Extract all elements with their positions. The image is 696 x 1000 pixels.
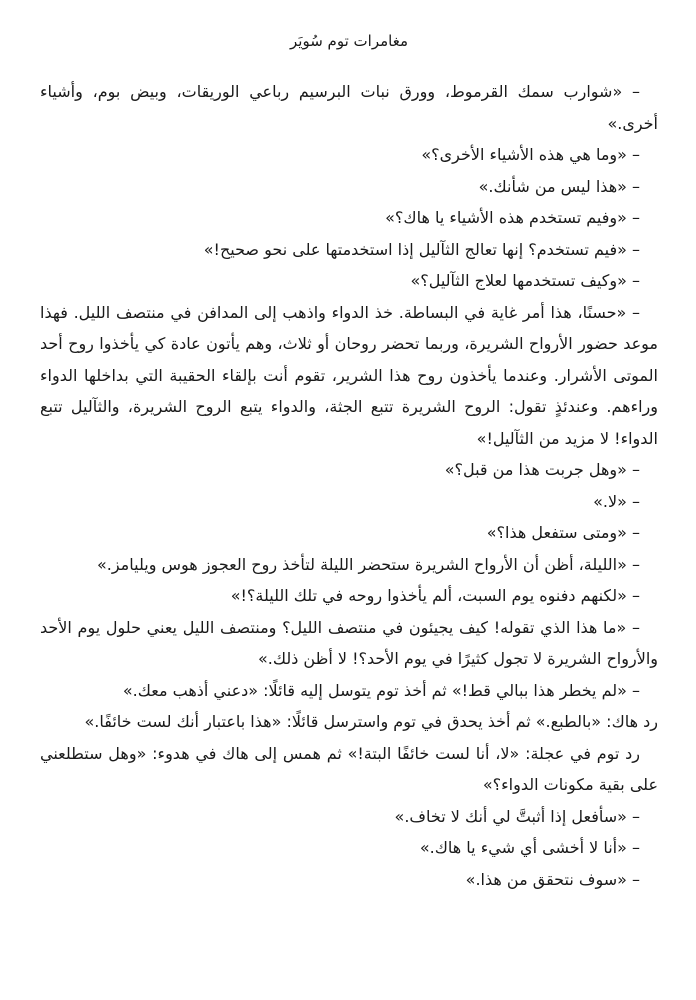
paragraph: – «ومتى ستفعل هذا؟»: [486, 523, 640, 542]
book-page: [40, 30, 658, 990]
paragraph: – «شوارب سمك القرموط، وورق نبات البرسيم رباعي الوريقات، وبيض بوم، وأشياء أخرى.»: [40, 82, 658, 133]
paragraph: – «وما هي هذه الأشياء الأخرى؟»: [421, 145, 640, 164]
paragraph: – «الليلة، أظن أن الأرواح الشريرة ستحضر الليلة لتأخذ روح العجوز هوس ويليامز.»: [96, 554, 640, 574]
paragraph: – «فيم تستخدم؟ إنها تعالج الثآليل إذا استخدمتها على نحو صحيح!»: [203, 239, 640, 259]
paragraph: – «أنا لا أخشى أي شيء يا هاك.»: [419, 838, 640, 857]
paragraph: – «لكنهم دفنوه يوم السبت، ألم يأخذوا روحه في تلك الليلة؟!»: [230, 586, 640, 605]
paragraph: – «لا.»: [593, 491, 640, 511]
paragraph: – «سأفعل إذا أثبتَّ لي أنك لا تخاف.»: [394, 806, 640, 826]
paragraph: – «ما هذا الذي تقوله! كيف يجيئون في منتصف الليل؟ ومنتصف الليل يعني حلول يوم الأحد والأرواح الشريرة لا تجول كثيرًا في يوم الأحد؟! لا أظن ذلك.»: [40, 617, 658, 668]
paragraph: – «وهل جربت هذا من قبل؟»: [444, 460, 640, 479]
paragraph: – «لم يخطر هذا ببالي قط!» ثم أخذ توم يتوسل إليه قائلًا: «دعني أذهب معك.»: [122, 680, 640, 700]
paragraph: – «وفيم تستخدم هذه الأشياء يا هاك؟»: [385, 208, 640, 227]
body-text: [40, 76, 658, 895]
paragraph: – «هذا ليس من شأنك.»: [478, 176, 640, 196]
paragraph: – «سوف نتحقق من هذا.»: [465, 869, 640, 889]
running-header: مغامرات توم سُويَر: [290, 32, 408, 50]
paragraph: – «حسنًا، هذا أمر غاية في البساطة. خذ الدواء واذهب إلى المدافن في منتصف الليل. فهذا موعد حضور الأرواح الشريرة، وربما تحضر روحان أو ثلاث، وهم يأتون عادة كي يأخذوا روح أحد الموتى الأشرار. وعندما يأخذون روح هذا الشرير، تقوم أنت بإلقاء الحقيبة التي بداخلها الدواء وراءهم. وعندئذٍ تقول: الروح الشريرة تتبع الجثة، والدواء يتبع الروح الشريرة، والثآليل تتبع الدواء! لا مزيد من الثآليل!»: [40, 302, 658, 448]
paragraph: رد هاك: «بالطبع.» ثم أخذ يحدق في توم واسترسل قائلًا: «هذا باعتبار أنك لست خائفًا.»: [84, 712, 658, 731]
paragraph: – «وكيف تستخدمها لعلاج الثآليل؟»: [410, 271, 640, 290]
paragraph: رد توم في عجلة: «لا، أنا لست خائفًا البتة!» ثم همس إلى هاك في هدوء: «وهل ستطلعني على بقية مكونات الدواء؟»: [40, 743, 658, 794]
